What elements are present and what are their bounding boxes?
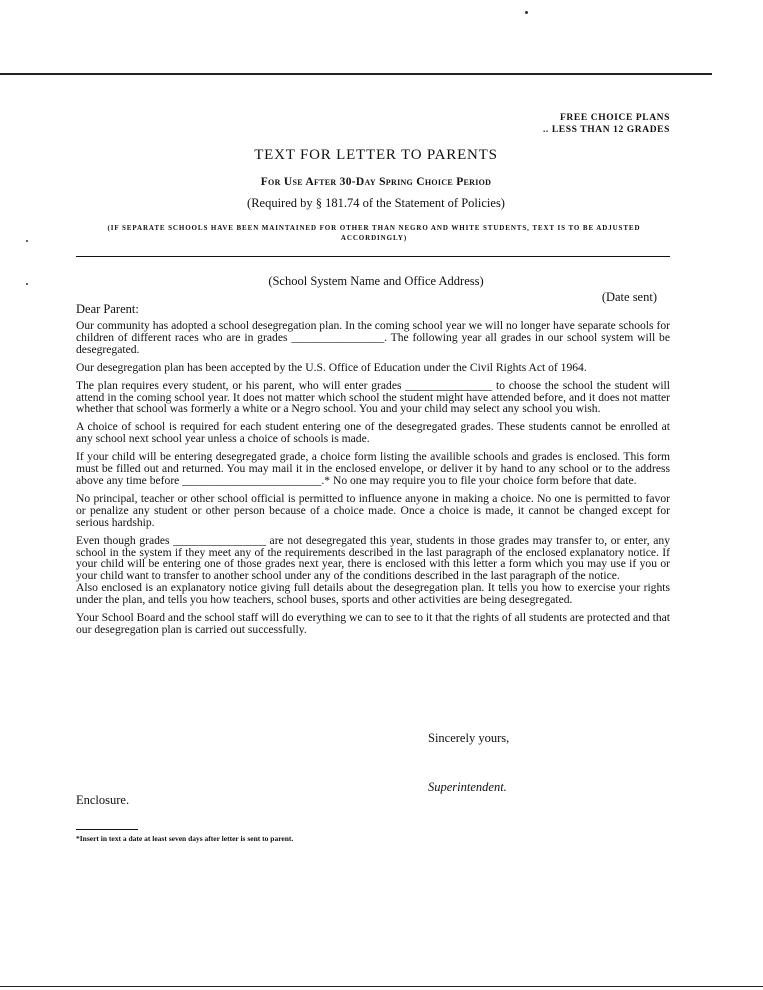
paragraph: Also enclosed is an explanatory notice giving full details about the desegregation plan. It tells you how to exercise your rights under the plan, and tells you how teachers, school buses, sports and other activities are being desegregated. — [76, 581, 670, 607]
plan-type-line1: FREE CHOICE PLANS — [560, 113, 670, 123]
paragraph: Our desegregation plan has been accepted by the U.S. Office of Education under the Civil Rights Act of 1964. — [76, 360, 587, 374]
salutation: Dear Parent: — [76, 302, 139, 316]
paragraph: If your child will be entering desegregated grade, a choice form listing the availible schools and grades is enclosed. This form must be filled out and returned. You may mail it in the enclosed envelope, or deliver it by hand to any school or to the address above any time before ________________________.* No one may require you to file your choice form before that date. — [76, 450, 670, 487]
footnote-divider — [76, 829, 138, 830]
scan-speck — [26, 240, 28, 242]
footnote: *Insert in text a date at least seven days after letter is sent to parent. — [76, 834, 294, 843]
letter-body — [76, 320, 670, 642]
paragraph: Your School Board and the school staff will do everything we can to see to it that the rights of all students are protected and that our desegregation plan is carried out successfully. — [76, 611, 670, 636]
date-sent: (Date sent) — [601, 290, 657, 304]
enclosure-label: Enclosure. — [76, 793, 130, 807]
paragraph: Even though grades ________________ are not desegregated this year, students in those grades may transfer to, or enter, any school in the system if they meet any of the requirements described in the last paragraph of the enclosed explanatory notice. If your child will be entering one of those grades next year, there is enclosed with this letter a form which you may use if you or your child want to transfer to another school under any of the conditions described in the last paragraph of the notice. — [76, 533, 670, 583]
plan-type-header — [543, 112, 670, 136]
paragraph: Our community has adopted a school desegregation plan. In the coming school year we will no longer have separate schools for children of different races who are in grades ________________. The following year all grades in our school system will be desegregated. — [76, 319, 670, 356]
plan-type-line2: .. LESS THAN 12 GRADES — [542, 125, 670, 135]
policy-reference: (Required by § 181.74 of the Statement of Policies) — [247, 196, 505, 210]
school-system-address: (School System Name and Office Address) — [268, 274, 484, 288]
document-title: TEXT FOR LETTER TO PARENTS — [254, 147, 498, 163]
paragraph: No principal, teacher or other school official is permitted to influence anyone in making a choice. No one is permitted to favor or penalize any student or other person because of a choice made. Once a choice is made, it cannot be changed except for serious hardship. — [76, 491, 670, 529]
scan-speck — [525, 11, 528, 14]
scan-bottom-line — [0, 986, 763, 987]
signature: Superintendent. — [428, 780, 507, 794]
adjustment-note: (IF SEPARATE SCHOOLS HAVE BEEN MAINTAINED FOR OTHER THAN NEGRO AND WHITE STUDENTS, TEXT IS TO BE ADJUSTED ACCORDINGLY) — [107, 224, 641, 242]
header-divider — [76, 256, 670, 257]
document-subtitle: For Use After 30-Day Spring Choice Period — [260, 176, 492, 188]
closing: Sincerely yours, — [428, 731, 510, 745]
scan-speck — [26, 283, 28, 285]
scan-top-line — [0, 73, 712, 75]
paragraph: The plan requires every student, or his parent, who will enter grades _______________ to choose the school the student will attend in the coming school year. It does not matter which school the student might have attended before, and it does not matter whether that school was formerly a white or a Negro school. You and your child may select any school you wish. — [76, 378, 670, 416]
paragraph: A choice of school is required for each student entering one of the desegregated grades. These students cannot be enrolled at any school next school year unless a choice of schools is made. — [76, 420, 670, 446]
